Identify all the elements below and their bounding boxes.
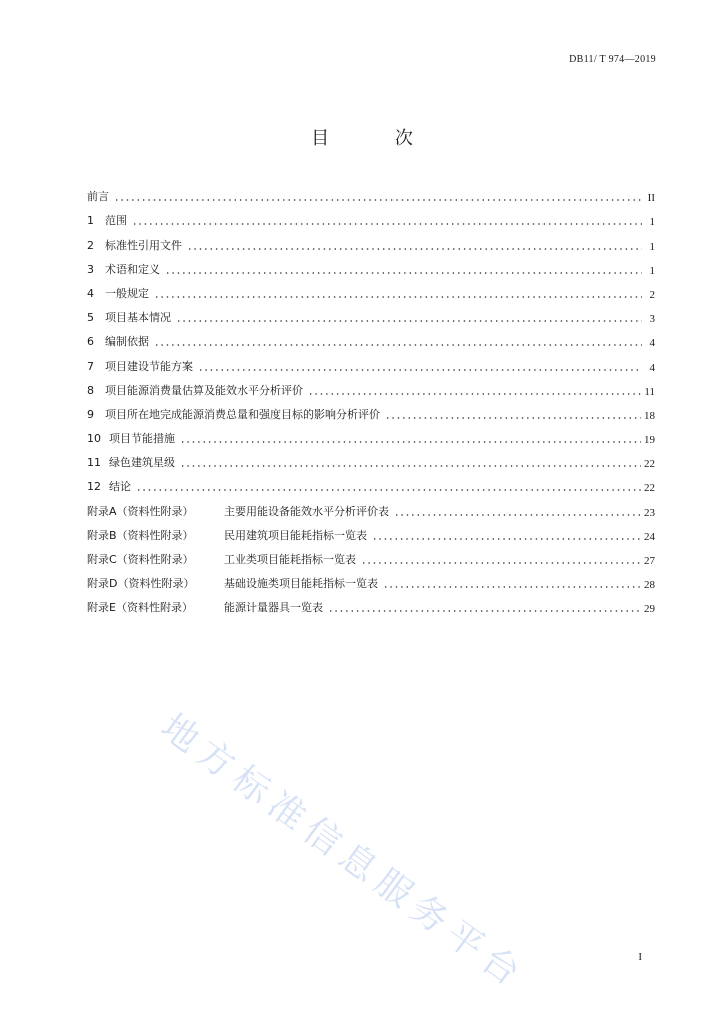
toc-page-number: II — [647, 192, 655, 205]
toc-entry-number: 12 — [87, 480, 101, 494]
toc-entry[interactable] — [87, 374, 655, 398]
appendix-title: 能源计量器具一览表 — [224, 601, 323, 615]
toc-page-number: 11 — [644, 385, 655, 398]
toc-page-number: 1 — [649, 240, 655, 253]
dot-leader — [180, 465, 641, 467]
toc-entry[interactable] — [87, 277, 655, 301]
toc-entry-text — [87, 237, 184, 253]
dot-leader — [385, 417, 641, 419]
toc-entry-label: 项目节能措施 — [109, 432, 175, 446]
toc-page-number: 28 — [644, 579, 655, 592]
toc-entry-text — [87, 430, 177, 446]
toc-entry-label: 标准性引用文件 — [105, 238, 182, 252]
toc-entry-label: 项目基本情况 — [105, 311, 171, 325]
appendix-title: 工业类项目能耗指标一览表 — [224, 553, 356, 566]
toc-entry[interactable] — [87, 253, 655, 277]
toc-entry-label: 绿色建筑星级 — [109, 456, 175, 470]
toc-entry-number: 1 — [87, 214, 94, 228]
toc-page-number: 3 — [649, 313, 655, 326]
dot-leader — [154, 344, 642, 346]
dot-leader — [154, 296, 642, 298]
toc-entry[interactable] — [87, 228, 655, 252]
appendix-prefix: 附录C（资料性附录） — [87, 553, 194, 566]
appendix-prefix: 附录B（资料性附录） — [87, 528, 194, 542]
toc-appendix-entry[interactable] — [87, 494, 655, 518]
appendix-title: 民用建筑项目能耗指标一览表 — [224, 528, 367, 542]
toc-entry-number: 5 — [87, 311, 94, 325]
toc-page-number: 1 — [649, 216, 655, 229]
toc-entry-text — [87, 188, 111, 204]
toc-entry-text — [87, 261, 162, 277]
toc-entry[interactable] — [87, 446, 655, 470]
toc-entry-text — [87, 333, 151, 349]
toc-entry-label: 项目所在地完成能源消费总量和强度目标的影响分析评价 — [105, 407, 380, 421]
dot-leader — [132, 223, 642, 225]
toc-entry-number: 3 — [87, 262, 94, 276]
dot-leader — [308, 393, 641, 395]
dot-leader — [383, 586, 641, 588]
toc-entry[interactable] — [87, 301, 655, 325]
toc-entry-label: 术语和定义 — [105, 262, 160, 276]
toc-page-number: 4 — [649, 337, 655, 350]
dot-leader — [114, 199, 642, 201]
toc-entry-number: 4 — [87, 286, 94, 300]
toc-page-number: 4 — [649, 361, 655, 374]
toc-entry-label: 项目能源消费量估算及能效水平分析评价 — [105, 383, 303, 397]
dot-leader — [328, 610, 641, 612]
toc-entry-text — [87, 527, 369, 543]
toc-entry[interactable] — [87, 204, 655, 228]
table-of-contents — [87, 180, 655, 615]
toc-entry[interactable] — [87, 470, 655, 494]
appendix-title: 基础设施类项目能耗指标一览表 — [224, 577, 378, 591]
toc-appendix-entry[interactable] — [87, 543, 655, 567]
toc-entry-number: 2 — [87, 238, 94, 252]
toc-entry-text — [87, 551, 358, 567]
toc-page-number: 2 — [649, 288, 655, 301]
toc-entry-number: 8 — [87, 383, 94, 397]
toc-entry-text — [87, 575, 380, 591]
toc-entry-text — [87, 503, 391, 519]
toc-page-number: 19 — [644, 434, 655, 447]
toc-entry-label: 编制依据 — [105, 335, 149, 349]
appendix-prefix: 附录D（资料性附录） — [87, 577, 195, 591]
toc-entry-text — [87, 478, 133, 494]
toc-page-number: 18 — [644, 409, 655, 422]
toc-entry-text — [87, 358, 195, 374]
toc-entry-label: 一般规定 — [105, 286, 149, 300]
toc-page-number: 24 — [644, 530, 655, 543]
dot-leader — [394, 514, 641, 516]
toc-entry[interactable] — [87, 180, 655, 204]
toc-entry-label: 前言 — [87, 190, 109, 204]
toc-entry-label: 范围 — [105, 214, 127, 228]
toc-page-number: 27 — [644, 555, 655, 567]
dot-leader — [180, 441, 641, 443]
dot-leader — [372, 538, 641, 540]
toc-entry-number: 7 — [87, 359, 94, 373]
toc-entry-number: 11 — [87, 456, 101, 470]
toc-entry-text — [87, 599, 325, 615]
toc-appendix-entry[interactable] — [87, 591, 655, 615]
document-code: DB11/ T 974—2019 — [569, 54, 656, 65]
dot-leader — [361, 562, 641, 564]
toc-entry-text — [87, 309, 173, 325]
toc-entry-label: 结论 — [109, 480, 131, 494]
toc-appendix-entry[interactable] — [87, 567, 655, 591]
toc-entry-number: 9 — [87, 407, 94, 421]
appendix-title: 主要用能设备能效水平分析评价表 — [224, 504, 389, 518]
watermark: 地方标准信息服务平台 — [153, 706, 534, 999]
dot-leader — [165, 272, 642, 274]
toc-entry-text — [87, 382, 305, 398]
toc-entry-text — [87, 454, 177, 470]
toc-entry-label: 项目建设节能方案 — [105, 359, 193, 373]
appendix-prefix: 附录A（资料性附录） — [87, 504, 194, 518]
toc-page-number: 1 — [649, 264, 655, 277]
toc-entry[interactable] — [87, 325, 655, 349]
dot-leader — [187, 248, 642, 250]
toc-entry-number: 10 — [87, 432, 101, 446]
toc-page-number: 22 — [644, 482, 655, 495]
dot-leader — [136, 489, 641, 491]
toc-page-number: 23 — [644, 506, 655, 519]
toc-entry-text — [87, 285, 151, 301]
page-number: I — [638, 951, 642, 963]
toc-entry-text — [87, 212, 129, 228]
toc-title: 目 次 — [311, 128, 443, 149]
toc-page-number: 22 — [644, 458, 655, 471]
toc-appendix-entry[interactable] — [87, 519, 655, 543]
toc-entry[interactable] — [87, 349, 655, 373]
toc-entry[interactable] — [87, 398, 655, 422]
toc-entry[interactable] — [87, 422, 655, 446]
toc-entry-number: 6 — [87, 335, 94, 349]
toc-entry-text — [87, 406, 382, 422]
toc-page-number: 29 — [644, 603, 655, 616]
dot-leader — [176, 320, 642, 322]
dot-leader — [198, 369, 642, 371]
appendix-prefix: 附录E（资料性附录） — [87, 601, 193, 615]
